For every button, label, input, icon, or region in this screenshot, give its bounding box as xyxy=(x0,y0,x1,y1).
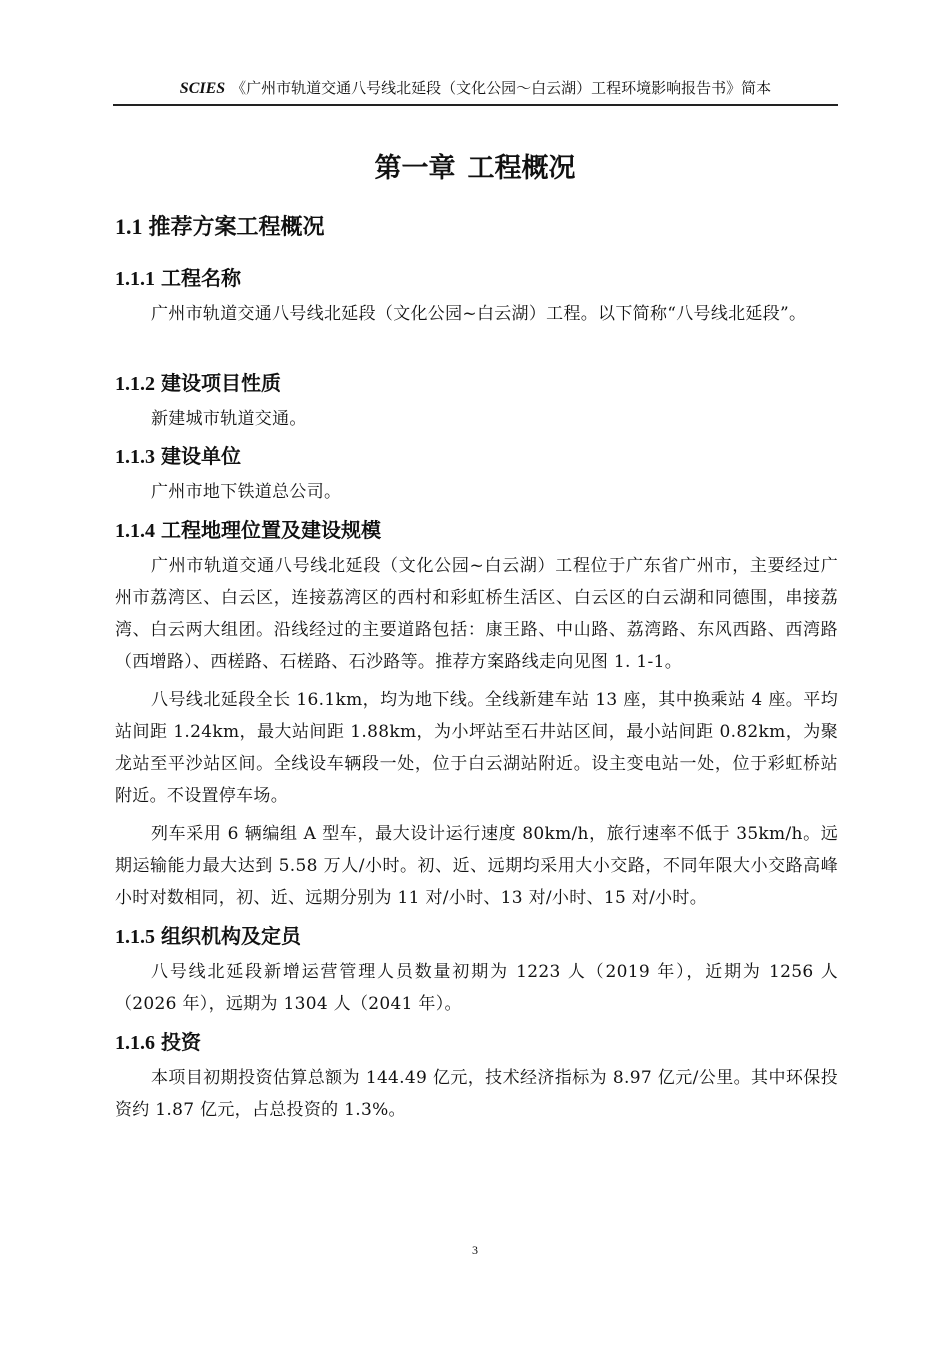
page-number: 3 xyxy=(472,1243,478,1257)
subsection-heading xyxy=(115,367,281,396)
header-org: SCIES xyxy=(179,80,226,97)
subsection-heading xyxy=(115,514,381,543)
subsection-heading xyxy=(115,920,301,949)
paragraph: 新建城市轨道交通。 xyxy=(151,409,307,429)
chapter-title xyxy=(0,146,950,185)
paragraph: 广州市轨道交通八号线北延段（文化公园~白云湖）工程位于广东省广州市，主要经过广州市荔湾区、白云区，连接荔湾区的西村和彩虹桥生活区、白云区的白云湖和同德围，串接荔湾、白云两大组团。沿线经过的主要道路包括：康王路、中山路、荔湾路、东风西路、西湾路（西增路）、西槎路、石槎路、石沙路等。推荐方案路线走向见图 1. 1-1。 xyxy=(115,556,838,672)
subsection-title: 建设项目性质 xyxy=(161,371,281,395)
chapter-number: 第一章 xyxy=(374,153,456,184)
subsection-title: 组织机构及定员 xyxy=(161,924,301,948)
subsection-number: 1.1.4 xyxy=(115,520,155,542)
paragraph: 列车采用 6 辆编组 A 型车，最大设计运行速度 80km/h，旅行速率不低于 35km/h。远期运输能力最大达到 5.58 万人/小时。初、近、远期均采用大小交路，不同年限大小交路高峰小时对数相同，初、近、远期分别为 11 对/小时、13 对/小时、15 对/小时。 xyxy=(115,824,838,908)
section-number: 1.1 xyxy=(115,214,143,239)
header-title: 《广州市轨道交通八号线北延段（文化公园～白云湖）工程环境影响报告书》简本 xyxy=(231,79,772,97)
subsection-heading xyxy=(115,1026,201,1055)
subsection-title: 工程名称 xyxy=(161,266,241,290)
paragraph: 八号线北延段新增运营管理人员数量初期为 1223 人（2019 年），近期为 1256 人（2026 年），远期为 1304 人（2041 年）。 xyxy=(115,962,838,1014)
page-header xyxy=(113,74,838,106)
subsection-title: 工程地理位置及建设规模 xyxy=(161,518,381,542)
subsection-title: 投资 xyxy=(161,1030,201,1054)
section-heading xyxy=(115,210,325,241)
paragraph: 本项目初期投资估算总额为 144.49 亿元，技术经济指标为 8.97 亿元/公里。其中环保投资约 1.87 亿元，占总投资的 1.3%。 xyxy=(115,1068,838,1120)
subsection-number: 1.1.2 xyxy=(115,373,155,395)
subsection-number: 1.1.1 xyxy=(115,268,155,290)
paragraph: 广州市地下铁道总公司。 xyxy=(151,482,342,502)
subsection-number: 1.1.5 xyxy=(115,926,155,948)
chapter-name: 工程概况 xyxy=(467,153,576,184)
subsection-title: 建设单位 xyxy=(161,444,241,468)
subsection-number: 1.1.6 xyxy=(115,1032,155,1054)
subsection-number: 1.1.3 xyxy=(115,446,155,468)
subsection-heading xyxy=(115,262,241,291)
subsection-heading xyxy=(115,440,241,469)
paragraph: 八号线北延段全长 16.1km，均为地下线。全线新建车站 13 座，其中换乘站 4 座。平均站间距 1.24km，最大站间距 1.88km，为小坪站至石井站区间，最小站间距 0.82km，为聚龙站至平沙站区间。全线设车辆段一处，位于白云湖站附近。设主变电站一处，位于彩虹桥站附近。不设置停车场。 xyxy=(115,690,838,806)
paragraph: 广州市轨道交通八号线北延段（文化公园~白云湖）工程。以下简称“八号线北延段”。 xyxy=(151,304,807,324)
section-title: 推荐方案工程概况 xyxy=(148,215,325,240)
